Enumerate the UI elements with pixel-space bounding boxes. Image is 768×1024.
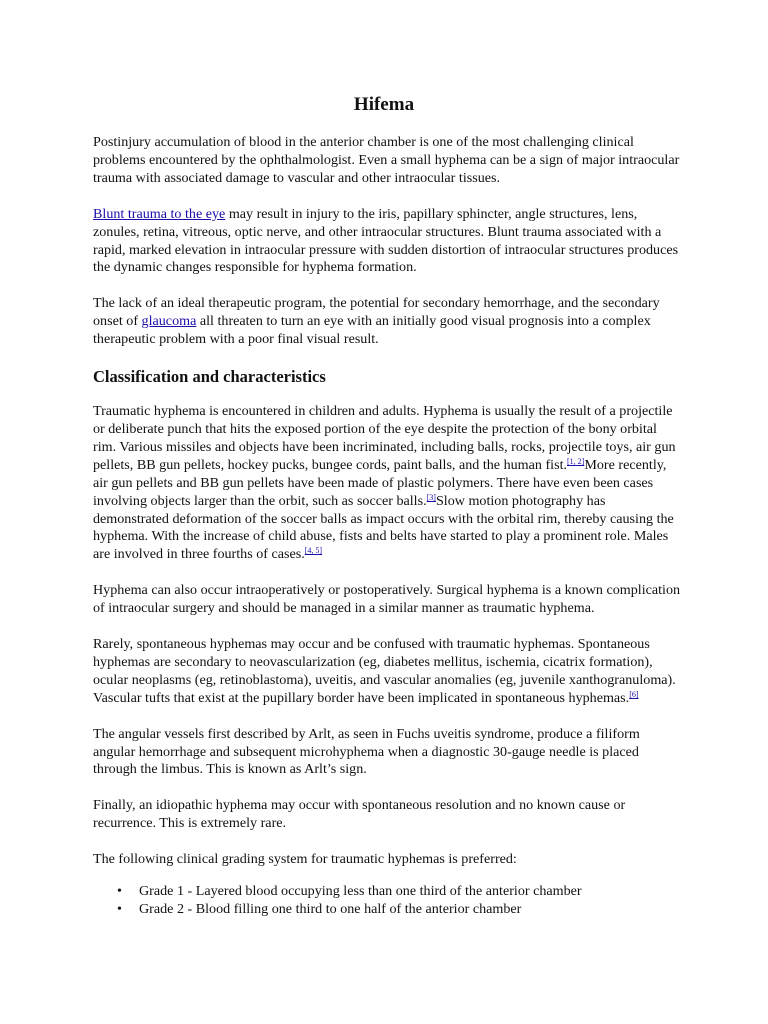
section-heading: Classification and characteristics [93,367,326,387]
paragraph-traumatic [93,403,683,564]
paragraph-spontaneous-text: Rarely, spontaneous hyphemas may occur and be confused with traumatic hyphemas. Spontaneous hyphemas are secondary to neovascularization (eg, diabetes mellitus, ischemia, cicatrix formation), ocular neoplasms (eg, retinoblastoma), uveitis, and vascular anomalies (eg, juvenile xanthogranuloma). Vascular tufts that exist at the pupillary border have been implicated in spontaneous hyphemas. [93,636,676,706]
list-item [117,883,683,901]
paragraph-spontaneous [93,636,683,708]
paragraph-grading-intro: The following clinical grading system for traumatic hyphemas is preferred: [93,851,517,868]
reference-link-6[interactable]: [6] [629,689,639,699]
reference-link-1-2[interactable]: [1, 2] [567,456,585,466]
paragraph-therapeutic [93,295,683,349]
paragraph-arlt: The angular vessels first described by Arlt, as seen in Fuchs uveitis syndrome, produce a filiform angular hemorrhage and subsequent microhyphema when a diagnostic 30-gauge needle is placed through the limbus. This is known as Arlt’s sign. [93,725,640,778]
list-item [117,901,683,919]
grade-2-text: Grade 2 - Blood filling one third to one half of the anterior chamber [139,901,522,917]
paragraph-intro: Postinjury accumulation of blood in the anterior chamber is one of the most challenging clinical problems encountered by the ophthalmologist. Even a small hyphema can be a sign of major intraocular trauma with associated damage to vascular and other intraocular tissues. [93,134,680,186]
paragraph-surgical: Hyphema can also occur intraoperatively or postoperatively. Surgical hyphema is a known complication of intraocular surgery and should be managed in a similar manner as traumatic hyphema. [93,582,681,617]
grading-list [93,883,683,919]
paragraph-therapeutic-text-a: The lack of an ideal therapeutic program, the potential for secondary hemorrhage, and the secondary onset of [93,295,660,330]
reference-link-3[interactable]: [3] [426,492,436,502]
bullet-icon: • [117,883,122,900]
paragraph-traumatic-text-a: Traumatic hyphema is encountered in children and adults. Hyphema is usually the result of a projectile or deliberate punch that hits the exposed portion of the eye despite the protection of the bony orbital rim. Various missiles and objects have been incriminated, including balls, rocks, projectile toys, air gun pellets, BB gun pellets, hockey pucks, bungee cords, paint balls, and the human fist. [93,403,676,473]
link-blunt-trauma[interactable]: Blunt trauma to the eye [93,205,226,222]
bullet-icon: • [117,901,122,917]
paragraph-therapeutic-text-b: all threaten to turn an eye with an initially good visual prognosis into a complex therapeutic problem with a poor final visual result. [93,313,651,348]
reference-link-4-5[interactable]: [4, 5] [304,546,323,556]
paragraph-idiopathic: Finally, an idiopathic hyphema may occur with spontaneous resolution and no known cause or recurrence. This is extremely rare. [93,797,626,832]
paragraph-blunt-trauma-text: may result in injury to the iris, papillary sphincter, angle structures, lens, zonules, retina, vitreous, optic nerve, and other intraocular structures. Blunt trauma associated with a rapid, marked elevation in intraocular pressure with sudden distortion of intraocular structures produces the dynamic changes responsible for hyphema formation. [93,205,679,276]
page-title: Hifema [353,94,415,115]
document-body [93,134,683,919]
grade-1-text: Grade 1 - Layered blood occupying less than one third of the anterior chamber [139,883,582,900]
paragraph-traumatic-text-c: Slow motion photography has demonstrated deformation of the soccer balls as impact occurs with the orbital rim, thereby causing the hyphema. With the increase of child abuse, fists and belts have started to play a prominent role. Males are involved in three fourths of cases. [93,492,674,563]
link-glaucoma[interactable]: glaucoma [141,313,197,330]
paragraph-traumatic-text-b: More recently, air gun pellets and BB gun pellets have been made of plastic polymers. There have even been cases involving objects larger than the orbit, such as soccer balls. [93,456,667,509]
paragraph-blunt-trauma [93,206,683,278]
